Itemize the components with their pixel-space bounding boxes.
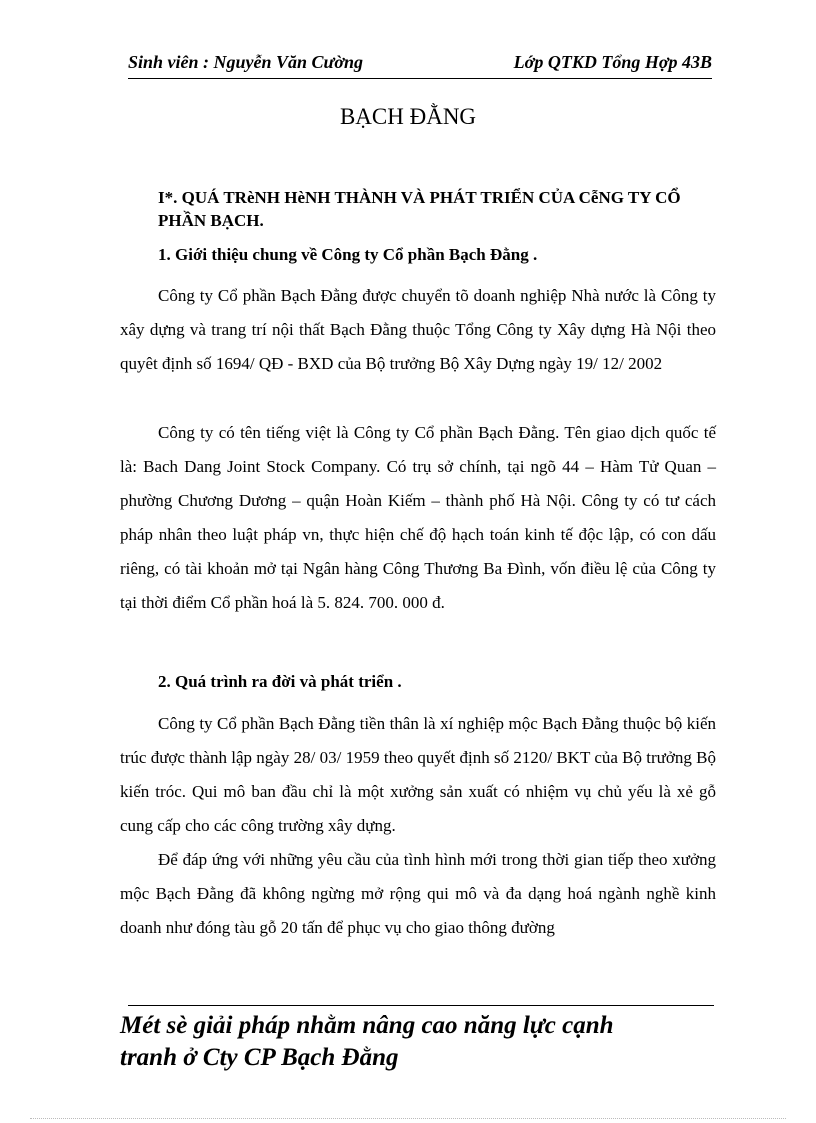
page-bottom-border xyxy=(30,1118,786,1119)
footer-divider xyxy=(128,1005,714,1006)
subsection-2-heading: 2. Quá trình ra đời và phát triển . xyxy=(158,672,402,691)
paragraph-2: Công ty có tên tiếng việt là Công ty Cổ phần Bạch Đằng. Tên giao dịch quốc tế là: Bach Dang Joint Stock Company. Có trụ sở chính, tại ngõ 44 – Hàm Tử Quan – phường Chương Dương – quận Hoàn Kiếm – thành phố Hà Nội. Công ty có tư cách pháp nhân theo luật pháp vn, thực hiện chế độ hạch toán kinh tế độc lập, có con dấu riêng, có tài khoản mở tại Ngân hàng Công Thương Ba Đình, vốn điều lệ của Công ty tại thời điểm Cổ phần hoá là 5. 824. 700. 000 đ. xyxy=(120,423,716,612)
page-footer xyxy=(120,1010,720,1074)
paragraph-1: Công ty Cổ phần Bạch Đằng được chuyển tõ doanh nghiệp Nhà nước là Công ty xây dựng và trang trí nội thất Bạch Đằng thuộc Tổng Công ty Xây dựng Hà Nội theo quyêt định số 1694/ QĐ - BXD của Bộ trưởng Bộ Xây Dựng ngày 19/ 12/ 2002 xyxy=(120,286,716,373)
document-title: BẠCH ĐẰNG xyxy=(339,104,477,129)
paragraph-4: Để đáp ứng với những yêu cầu của tình hình mới trong thời gian tiếp theo xưởng mộc Bạch Đằng đã không ngừng mở rộng qui mô và đa dạng hoá ngành nghề kinh doanh như đóng tàu gỗ 20 tấn để phục vụ cho giao thông đường xyxy=(120,850,716,937)
student-name: Sinh viên : Nguyễn Văn Cường xyxy=(128,52,363,72)
class-name: Lớp QTKD Tổng Hợp 43B xyxy=(513,52,712,72)
footer-line-2: tranh ở Cty CP Bạch Đằng xyxy=(120,1044,399,1071)
subsection-1-heading: 1. Giới thiệu chung về Công ty Cổ phần Bạch Đằng . xyxy=(158,245,538,264)
page-header xyxy=(128,52,712,79)
footer-line-1: Mét sè giải pháp nhằm nâng cao năng lực cạnh xyxy=(120,1012,614,1039)
section-heading: I*. QUÁ TRèNH HèNH THÀNH VÀ PHÁT TRIỂN CỦA CễNG TY CỔ PHẦN BẠCH. xyxy=(158,188,681,230)
paragraph-3: Công ty Cổ phần Bạch Đằng tiền thân là xí nghiệp mộc Bạch Đằng thuộc bộ kiến trúc được thành lập ngày 28/ 03/ 1959 theo quyết định số 2120/ BKT của Bộ trưởng Bộ kiến tróc. Qui mô ban đầu chỉ là một xưởng sản xuất có nhiệm vụ chủ yếu là xẻ gỗ cung cấp cho các công trường xây dựng. xyxy=(120,714,716,835)
